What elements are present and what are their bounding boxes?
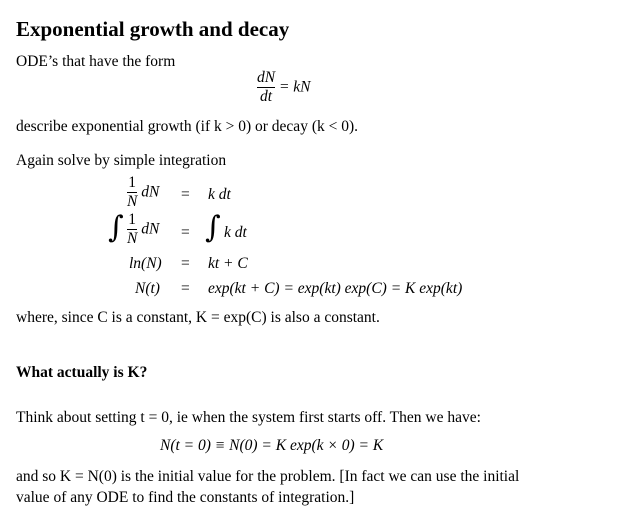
paragraph-growth-decay: describe exponential growth (if k > 0) or decay (k < 0). xyxy=(16,118,359,135)
eq4-rhs: exp(kt + C) = exp(kt) exp(C) = K exp(kt) xyxy=(208,280,463,297)
eq4-lhs: N(t) xyxy=(135,280,160,297)
integral-symbol-left: ∫ xyxy=(108,210,124,245)
eq1-denominator: N xyxy=(127,193,138,210)
paragraph-conclusion-line2: value of any ODE to find the constants of integration.] xyxy=(16,489,355,506)
eq2-rhs: k dt xyxy=(224,224,247,241)
ode-numerator: dN xyxy=(257,69,276,86)
eq3-lhs: ln(N) xyxy=(129,255,162,272)
eq1-rhs: k dt xyxy=(208,186,231,203)
eq1-fraction xyxy=(127,175,137,210)
eq3-rhs: kt + C xyxy=(208,255,248,272)
eq1-lhs-tail: dN xyxy=(141,183,160,201)
subheading: What actually is K? xyxy=(16,364,148,381)
eq1-equals: = xyxy=(181,186,190,203)
eq2-numerator: 1 xyxy=(128,211,137,228)
eq2-denominator: N xyxy=(127,230,138,247)
paragraph-constant: where, since C is a constant, K = exp(C) is also a constant. xyxy=(16,309,380,326)
ode-rhs: = kN xyxy=(278,78,311,96)
integral-symbol-right: ∫ xyxy=(205,210,221,245)
eq2-fraction xyxy=(127,212,137,247)
paragraph-intro: ODE’s that have the form xyxy=(16,53,176,70)
paragraph-setting-t: Think about setting t = 0, ie when the system first starts off. Then we have: xyxy=(16,409,481,426)
ode-equation xyxy=(257,70,311,105)
eq1-numerator: 1 xyxy=(128,174,137,191)
ode-denominator: dt xyxy=(260,88,273,105)
eq2-lhs xyxy=(127,212,159,247)
paragraph-integration: Again solve by simple integration xyxy=(16,152,227,169)
ode-fraction xyxy=(257,70,275,105)
initial-value-equation: N(t = 0) ≡ N(0) = K exp(k × 0) = K xyxy=(160,437,384,454)
eq3-equals: = xyxy=(181,255,190,272)
eq2-lhs-tail: dN xyxy=(141,220,160,238)
eq1-lhs xyxy=(127,175,159,210)
eq4-equals: = xyxy=(181,280,190,297)
eq2-equals: = xyxy=(181,224,190,241)
paragraph-conclusion-line1: and so K = N(0) is the initial value for the problem. [In fact we can use the initial xyxy=(16,468,520,485)
page-title: Exponential growth and decay xyxy=(16,17,290,41)
